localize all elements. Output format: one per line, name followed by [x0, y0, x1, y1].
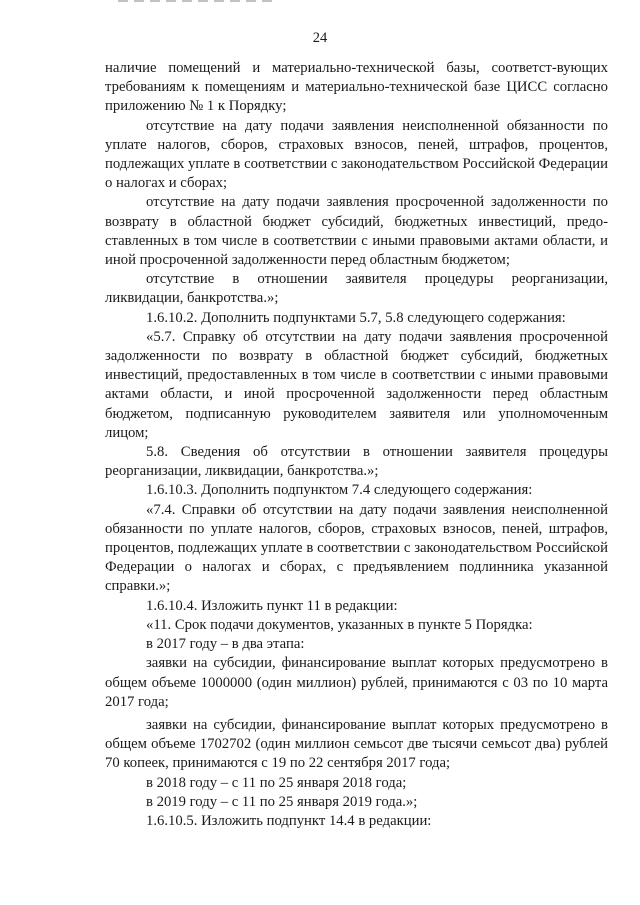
paragraph: «7.4. Справки об отсутствии на дату подачи заявления неисполненной обязанности по уплате налогов, сборов, страховых взносов, пеней, штрафов, процентов, подлежащих уплате в соответствии с законодательством Российской Федерации о налогах и сборах, с предъявлением подлинника указанной справки.»;: [105, 501, 608, 595]
paragraph: 5.8. Сведения об отсутствии в отношении заявителя процедуры реорганизации, ликвидации, банкротства.»;: [105, 444, 608, 480]
paragraph: отсутствие в отношении заявителя процедуры реорганизации, ликвидации, банкротства.»;: [105, 271, 608, 307]
paragraph: в 2019 году – с 11 по 25 января 2019 года.»;: [146, 793, 418, 810]
paragraph: отсутствие на дату подачи заявления просроченной задолженности по возврату в областной бюджет субсидий, бюджетных инвестиций, предо-ставленных в том числе в соответствии с иными правовыми актами области, и иной просроченной задолженности перед областным бюджетом;: [105, 194, 608, 269]
paragraph: отсутствие на дату подачи заявления неисполненной обязанности по уплате налогов, сборов, страховых взносов, пеней, штрафов, процентов, подлежащих уплате в соответствии с законодательством Российской Федерации о налогах и сборах;: [105, 117, 608, 192]
document-body: [105, 59, 608, 831]
paragraph: 1.6.10.3. Дополнить подпунктом 7.4 следующего содержания:: [146, 482, 533, 499]
paragraph: 1.6.10.4. Изложить пункт 11 в редакции:: [146, 597, 398, 614]
paragraph: «5.7. Справку об отсутствии на дату подачи заявления просроченной задолженности по возврату в областной бюджет субсидий, бюджетных инвестиций, предоставленных в том числе в соответствии с иными правовыми актами области, и иной просроченной задолженности перед областным бюджетом, подписанную руководителем заявителя или уполномоченным лицом;: [105, 328, 608, 441]
paragraph: заявки на субсидии, финансирование выплат которых предусмотрено в общем объеме 1702702 (один миллион семьсот две тысячи семьсот два) рублей 70 копеек, принимаются с 19 по 22 сентября 2017 года;: [105, 716, 608, 772]
paragraph: наличие помещений и материально-технической базы, соответст-вующих требованиям к помещениям и материально-технической базе ЦИСС согласно приложению № 1 к Порядку;: [105, 60, 608, 115]
paragraph: 1.6.10.5. Изложить подпункт 14.4 в редакции:: [146, 812, 432, 829]
paragraph: в 2017 году – в два этапа:: [146, 636, 305, 653]
paragraph: в 2018 году – с 11 по 25 января 2018 года;: [146, 774, 407, 791]
paragraph: «11. Срок подачи документов, указанных в пункте 5 Порядка:: [146, 616, 533, 633]
scan-artifact: [118, 0, 278, 2]
paragraph: заявки на субсидии, финансирование выплат которых предусмотрено в общем объеме 1000000 (один миллион) рублей, принимаются с 03 по 10 марта 2017 года;: [105, 655, 608, 710]
page-number: 24: [312, 30, 328, 46]
paragraph: 1.6.10.2. Дополнить подпунктами 5.7, 5.8 следующего содержания:: [146, 309, 566, 326]
